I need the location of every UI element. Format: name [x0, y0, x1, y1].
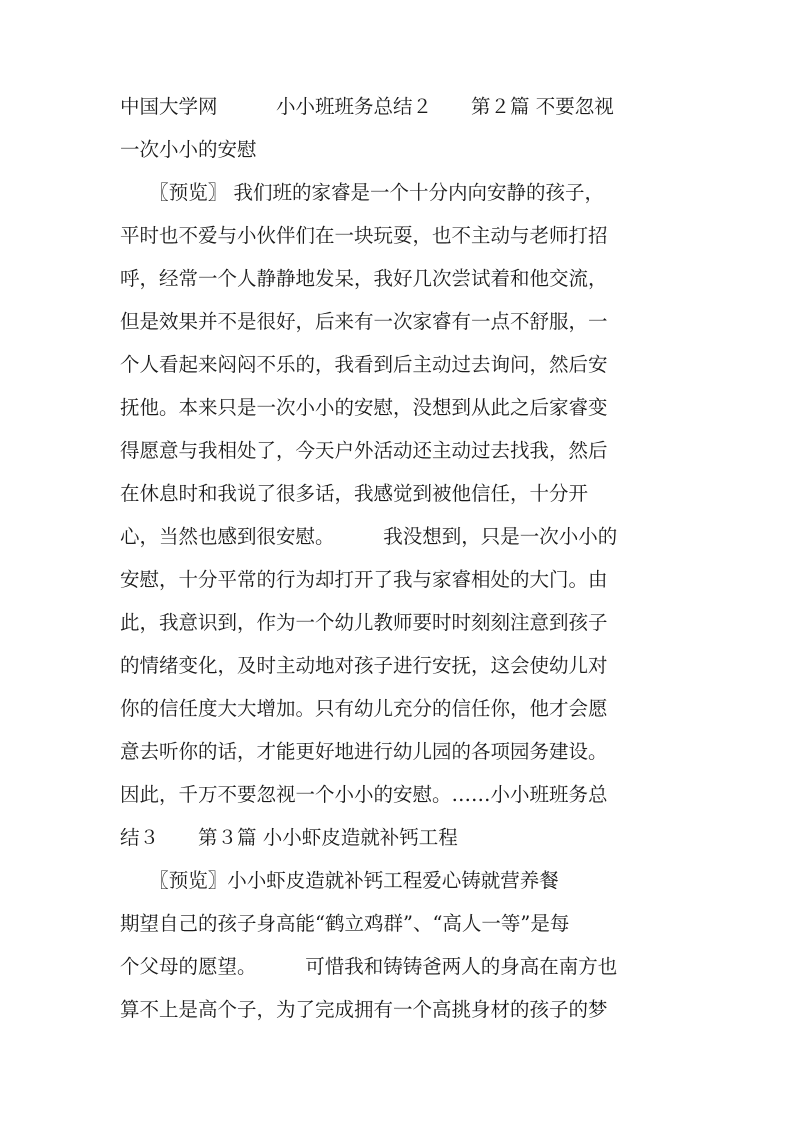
text-line: 因此，千万不要忽视一个小小的安慰。……小小班班务总	[120, 783, 608, 806]
text-line: 呼，经常一个人静静地发呆，我好几次尝试着和他交流，	[120, 267, 608, 290]
text-line: 在休息时和我说了很多话，我感觉到被他信任，十分开	[120, 482, 589, 505]
text-line: 中国大学网 小小班班务总结２ 第２篇 不要忽视	[120, 95, 614, 118]
text-line: 期望自己的孩子身高能“鹤立鸡群”、“高人一等”是每	[120, 912, 570, 935]
text-line: 心，当然也感到很安慰。 我没想到，只是一次小小的	[120, 525, 618, 548]
text-line: 你的信任度大大增加。只有幼儿充分的信任你，他才会愿	[120, 697, 608, 720]
text-line: 抚他。本来只是一次小小的安慰，没想到从此之后家睿变	[120, 396, 608, 419]
text-line: 的情绪变化，及时主动地对孩子进行安抚，这会使幼儿对	[120, 654, 608, 677]
text-line: 意去听你的话，才能更好地进行幼儿园的各项园务建设。	[120, 740, 608, 763]
text-line: 〖预览〗 我们班的家睿是一个十分内向安静的孩子，	[120, 181, 604, 204]
text-line: 平时也不爱与小伙伴们在一块玩耍，也不主动与老师打招	[120, 224, 608, 247]
text-line: 个人看起来闷闷不乐的，我看到后主动过去询问，然后安	[120, 353, 608, 376]
text-line: 结３ 第３篇 小小虾皮造就补钙工程	[120, 826, 458, 849]
text-line: 一次小小的安慰	[120, 138, 257, 161]
text-line: 〖预览〗小小虾皮造就补钙工程爱心铸就营养餐	[120, 869, 559, 892]
text-line: 得愿意与我相处了，今天户外活动还主动过去找我，然后	[120, 439, 608, 462]
text-line: 但是效果并不是很好，后来有一次家睿有一点不舒服，一	[120, 310, 608, 333]
text-line: 个父母的愿望。 可惜我和铸铸爸两人的身高在南方也	[120, 955, 618, 978]
text-line: 安慰，十分平常的行为却打开了我与家睿相处的大门。由	[120, 568, 608, 591]
text-line: 此，我意识到，作为一个幼儿教师要时时刻刻注意到孩子	[120, 611, 608, 634]
text-line: 算不上是高个子，为了完成拥有一个高挑身材的孩子的梦	[120, 998, 608, 1021]
